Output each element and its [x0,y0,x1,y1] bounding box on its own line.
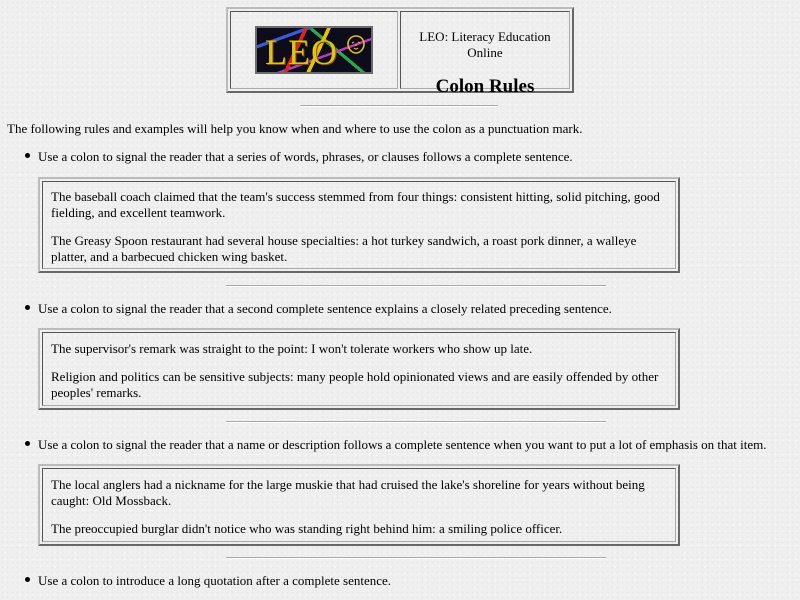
example-text: Religion and politics can be sensitive subjects: many people hold opinionated views and are easily offended by other peoples' remarks. [51,369,659,400]
divider [226,421,606,423]
divider [226,285,606,287]
example-text: The supervisor's remark was straight to the point: I won't tolerate workers who show up late. [51,341,533,356]
leo-logo[interactable] [255,26,373,74]
logo-text: LEO [265,32,338,72]
bullet [25,305,30,310]
example-text: The Greasy Spoon restaurant had several house specialties: a hot turkey sandwich, a roast pork dinner, a walleye platter, and a barbecued chicken wing basket. [51,233,637,264]
lion-icon [345,34,367,56]
divider-top [300,105,498,107]
divider [226,557,606,559]
bullet [25,577,30,582]
header-table [226,7,574,97]
rule-text: Use a colon to signal the reader that a series of words, phrases, or clauses follows a complete sentence. [38,149,573,164]
bullet [25,153,30,158]
example-box [38,177,680,273]
example-box [38,328,680,410]
rule-text: Use a colon to introduce a long quotation after a complete sentence. [38,573,392,588]
example-text: The baseball coach claimed that the team's success stemmed from four things: consistent hitting, solid pitching, good fielding, and excellent teamwork. [51,189,660,220]
title-cell [400,11,570,97]
logo-cell [230,11,398,89]
example-text: The preoccupied burglar didn't notice who was standing right behind him: a smiling police officer. [51,521,563,536]
bullet [25,441,30,446]
site-name: LEO: Literacy Education Online [419,29,551,60]
rule-text: Use a colon to signal the reader that a second complete sentence explains a closely related preceding sentence. [38,301,612,316]
intro-text: The following rules and examples will help you know when and where to use the colon as a punctuation mark. [7,121,583,136]
page-title: Colon Rules [435,76,535,97]
example-text: The local anglers had a nickname for the large muskie that had cruised the lake's shoreline for years without being caught: Old Mossback. [51,477,645,508]
rule-text: Use a colon to signal the reader that a name or description follows a complete sentence when you want to put a lot of emphasis on that item. [38,437,767,452]
example-box [38,464,680,546]
